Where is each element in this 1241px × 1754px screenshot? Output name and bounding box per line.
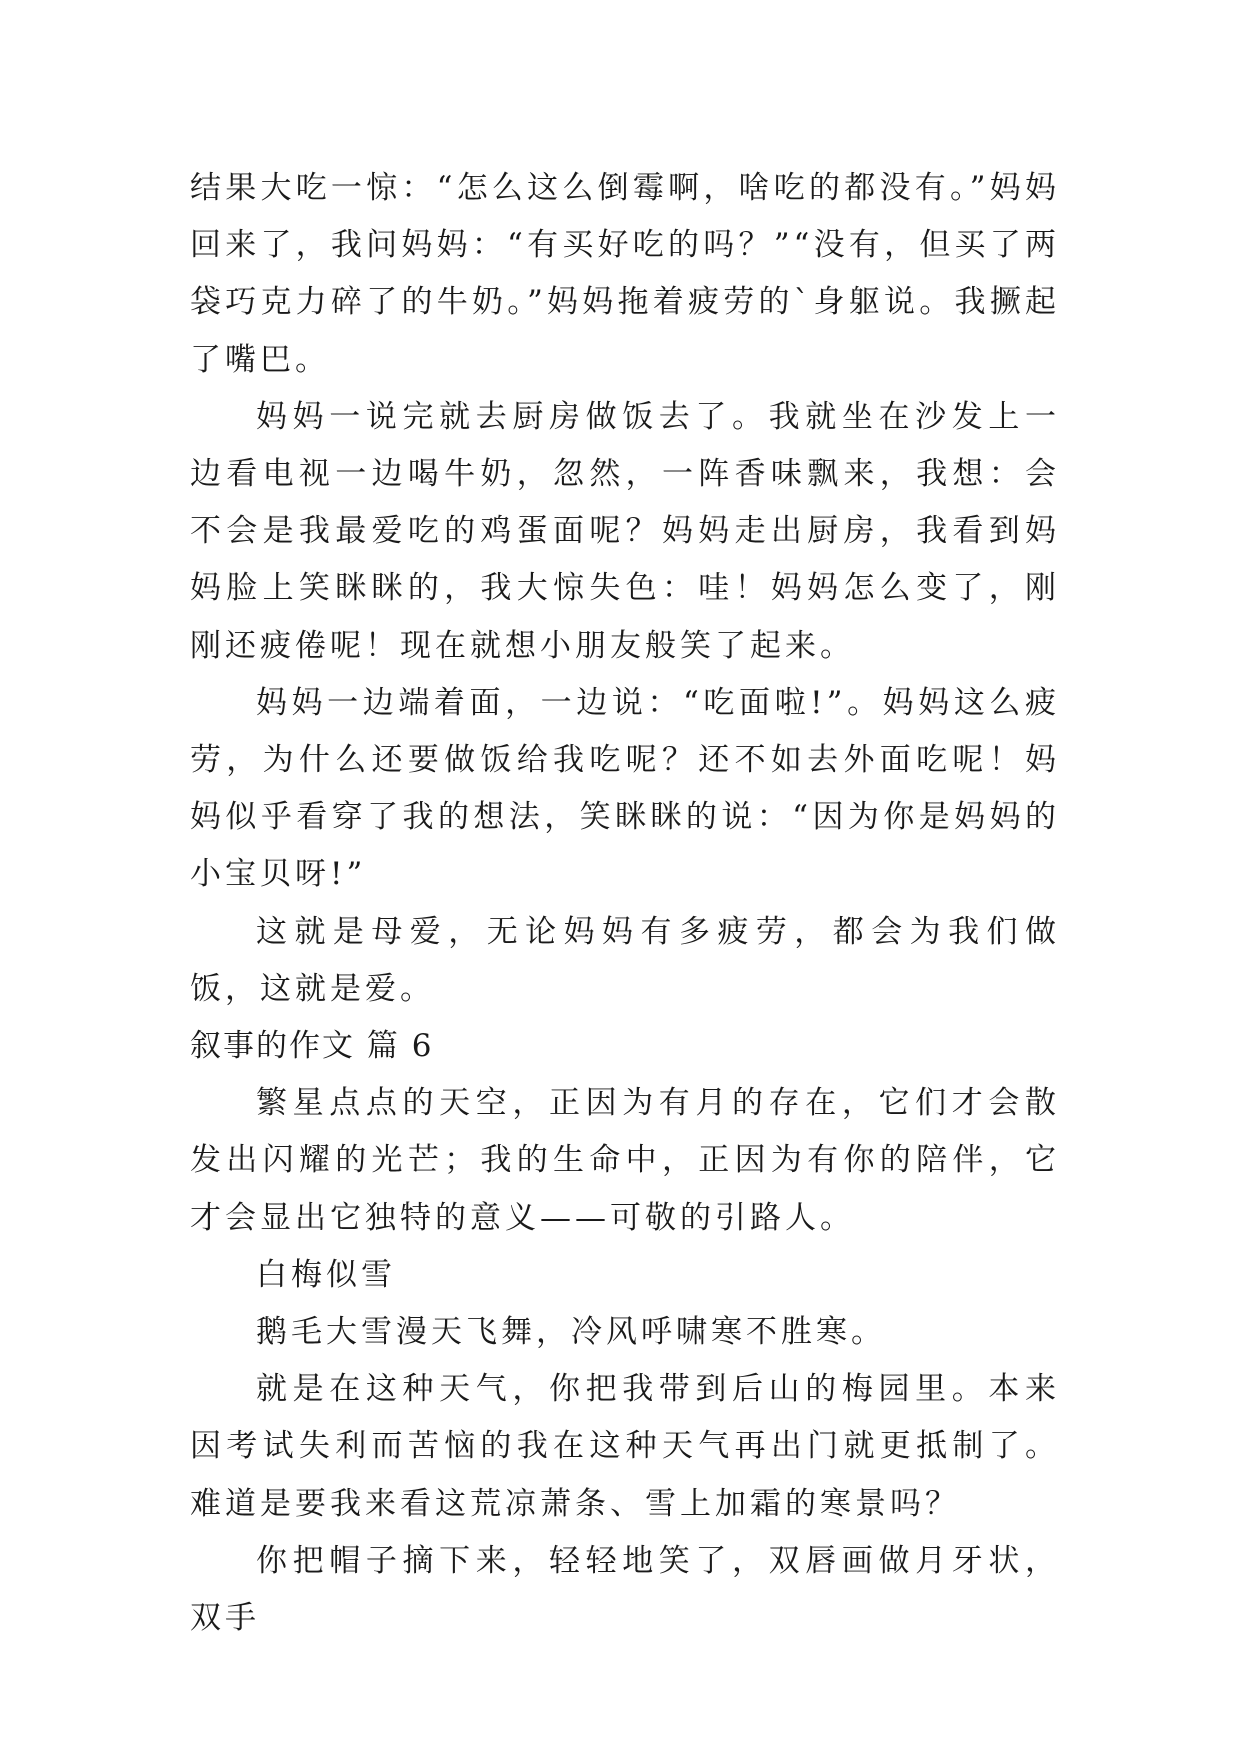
paragraph-9: 你把帽子摘下来，轻轻地笑了，双唇画做月牙状，双手 — [190, 1542, 1060, 1637]
paragraph-1: 结果大吃一惊：“怎么这么倒霉啊，啥吃的都没有。”妈妈回来了，我问妈妈：“有买好吃的吗？”“没有，但买了两袋巧克力碎了的牛奶。”妈妈拖着疲劳的`身躯说。我撅起了嘴巴。 — [190, 170, 1060, 378]
paragraph-4: 这就是母爱，无论妈妈有多疲劳，都会为我们做饭，这就是爱。 — [190, 913, 1060, 1007]
section-heading: 叙事的作文 篇 6 — [190, 1028, 434, 1065]
document-body — [190, 160, 1060, 1647]
paragraph-6: 白梅似雪 — [256, 1256, 396, 1293]
paragraph-7: 鹅毛大雪漫天飞舞，冷风呼啸寒不胜寒。 — [256, 1314, 886, 1351]
paragraph-2: 妈妈一说完就去厨房做饭去了。我就坐在沙发上一边看电视一边喝牛奶，忽然，一阵香味飘来，我想：会不会是我最爱吃的鸡蛋面呢？妈妈走出厨房，我看到妈妈脸上笑眯眯的，我大惊失色：哇！妈妈怎么变了，刚刚还疲倦呢！现在就想小朋友般笑了起来。 — [190, 398, 1060, 664]
paragraph-5: 繁星点点的天空，正因为有月的存在，它们才会散发出闪耀的光芒；我的生命中，正因为有你的陪伴，它才会显出它独特的意义——可敬的引路人。 — [190, 1085, 1060, 1236]
paragraph-3: 妈妈一边端着面，一边说：“吃面啦!”。妈妈这么疲劳，为什么还要做饭给我吃呢？还不如去外面吃呢！妈妈似乎看穿了我的想法，笑眯眯的说：“因为你是妈妈的小宝贝呀!” — [190, 684, 1060, 893]
paragraph-8: 就是在这种天气，你把我带到后山的梅园里。本来因考试失利而苦恼的我在这种天气再出门就更抵制了。难道是要我来看这荒凉萧条、雪上加霜的寒景吗？ — [190, 1371, 1060, 1522]
